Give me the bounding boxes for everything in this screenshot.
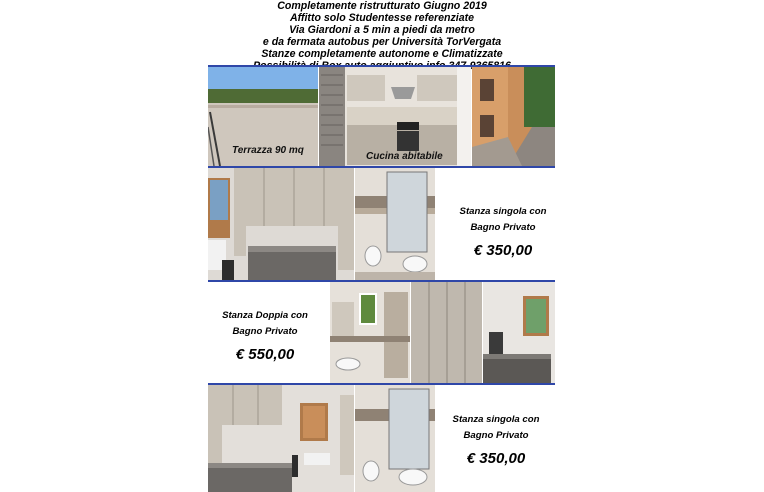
header-line: Via Giardoni a 5 min a piedi da metro	[289, 24, 475, 37]
terrace-caption: Terrazza 90 mq	[232, 145, 304, 156]
room-info-2	[196, 308, 334, 363]
room-type-label: Stanza singola con	[452, 414, 540, 425]
room-type-label: Stanza singola con	[459, 206, 547, 217]
listing-header	[208, 0, 556, 73]
room-price: € 350,00	[473, 242, 533, 259]
room-bath-label: Bagno Privato	[232, 326, 298, 337]
double-bedroom-photo	[483, 282, 555, 383]
header-line: Completamente ristrutturato Giugno 2019	[277, 0, 487, 12]
bathroom-photo	[355, 168, 435, 280]
kitchen-caption: Cucina abitabile	[366, 151, 443, 162]
bedroom-photo	[208, 168, 354, 280]
header-line: Affitto solo Studentesse referenziate	[289, 12, 475, 25]
wardrobe-photo	[411, 282, 482, 383]
bathroom-photo	[355, 385, 435, 492]
room-price: € 350,00	[466, 450, 526, 467]
room-info-3	[434, 412, 558, 467]
bedroom-photo	[208, 385, 354, 492]
bathroom-photo	[330, 282, 410, 383]
room-info-1	[440, 204, 566, 259]
header-line: e da fermata autobus per Università TorVergata	[262, 36, 502, 49]
room-price: € 550,00	[235, 346, 295, 363]
courtyard-photo	[472, 67, 555, 166]
room-bath-label: Bagno Privato	[470, 222, 536, 233]
header-line: Stanze completamente autonome e Climatizzate	[261, 48, 503, 61]
room-bath-label: Bagno Privato	[463, 430, 529, 441]
room-type-label: Stanza Doppia con	[222, 310, 308, 321]
